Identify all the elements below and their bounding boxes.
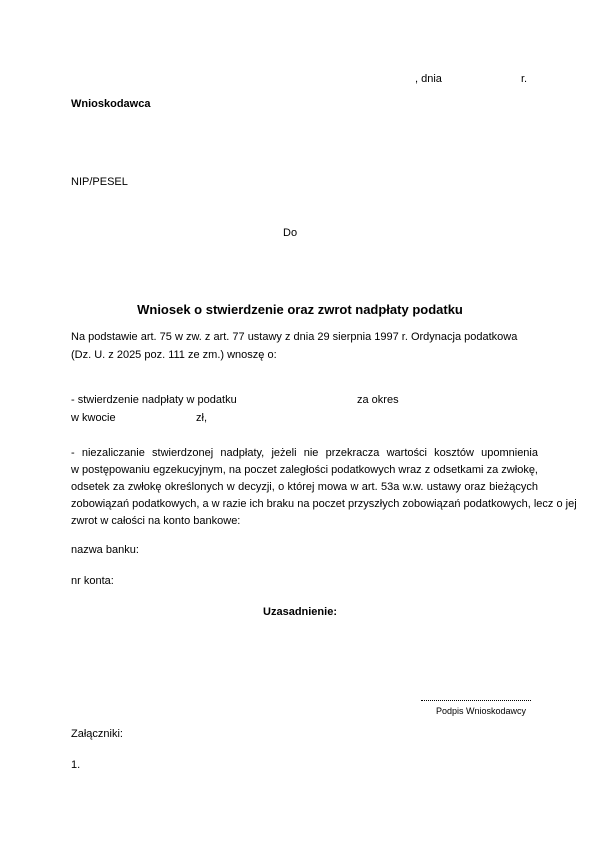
- justification-heading: Uzasadnienie:: [263, 606, 337, 618]
- paragraph-line: - niezaliczanie stwierdzonej nadpłaty, jeżeli nie przekracza wartości kosztów upomnienia: [71, 447, 538, 459]
- nip-label: NIP/PESEL: [71, 176, 128, 188]
- attachments-label: Załączniki:: [71, 728, 123, 740]
- recipient-label: Do: [283, 227, 298, 239]
- signature-label: Podpis Wnioskodawcy: [436, 706, 527, 716]
- date-suffix: r.: [521, 73, 528, 85]
- overpayment-tax-label: - stwierdzenie nadpłaty w podatku: [71, 394, 237, 406]
- signature-line: [421, 700, 531, 701]
- paragraph-line: odsetek za zwłokę określonych w decyzji, o której mowa w art. 53a w.w. ustawy oraz bieżących: [71, 481, 538, 493]
- document-title: Wniosek o stwierdzenie oraz zwrot nadpłaty podatku: [137, 302, 463, 317]
- attachment-item: 1.: [71, 759, 81, 771]
- intro-line-2: (Dz. U. z 2025 poz. 111 ze zm.) wnoszę o:: [71, 349, 277, 361]
- applicant-label: Wnioskodawca: [71, 98, 151, 110]
- paragraph-line: zobowiązań podatkowych, a w razie ich braku na poczet przyszłych zobowiązań podatkowych, lecz o jej: [71, 498, 577, 510]
- date-prefix: , dnia: [415, 73, 442, 85]
- paragraph-line: zwrot w całości na konto bankowe:: [71, 515, 241, 527]
- paragraph-line: w postępowaniu egzekucyjnym, na poczet zaległości podatkowych wraz z odsetkami za zwłokę,: [71, 464, 538, 476]
- account-number-label: nr konta:: [71, 575, 114, 587]
- period-label: za okres: [357, 394, 399, 406]
- currency-label: zł,: [196, 412, 207, 424]
- bank-name-label: nazwa banku:: [71, 544, 139, 556]
- intro-line-1: Na podstawie art. 75 w zw. z art. 77 ustawy z dnia 29 sierpnia 1997 r. Ordynacja podatkowa: [71, 331, 518, 343]
- amount-label: w kwocie: [71, 412, 116, 424]
